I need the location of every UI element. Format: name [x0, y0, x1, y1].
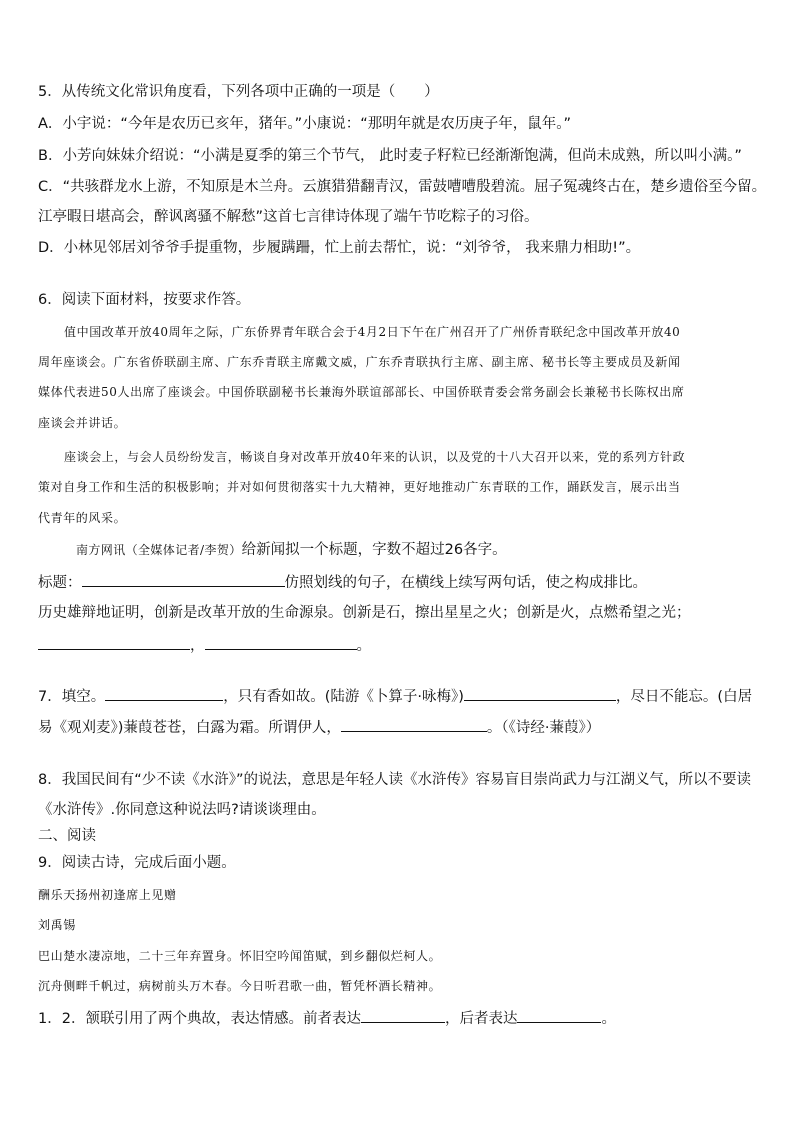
q7-line2 [38, 717, 600, 738]
q9-sub-text: 1．2．颔联引用了两个典故，表达情感。前者表达 [38, 1011, 361, 1027]
q6-separator: ， [190, 638, 205, 654]
q6-imitate-instruction: 仿照划线的句子，在横线上续写两句话，使之构成排比。 [284, 575, 647, 591]
q6-task: 给新闻拟一个标题，字数不超过26各字。 [241, 542, 507, 558]
q9-blank-2[interactable] [517, 1008, 601, 1023]
q5-option-c-line1: C．“共骇群龙水上游，不知原是木兰舟。云旗猎猎翻青汉，雷鼓嘈嘈殷碧流。屈子冤魂终古在，楚乡遗俗至今留。 [38, 179, 767, 195]
q9-sub-text-2: ，后者表达 [444, 1011, 518, 1027]
q6-end-mark: 。 [356, 638, 371, 654]
section-heading: 二、阅读 [38, 828, 96, 844]
q7-blank-2[interactable] [464, 686, 616, 701]
q5-option-a: A．小宇说：“今年是农历已亥年，猪年。”小康说：“那明年就是农历庚子年，鼠年。” [38, 116, 571, 132]
q5-option-c-line2: 江亭暇日堪高会，醉讽离骚不解愁”这首七言律诗体现了端午节吃粽子的习俗。 [38, 209, 539, 225]
q6-material-line: 媒体代表进50人出席了座谈会。中国侨联副秘书长兼海外联谊部部长、中国侨联青委会常务副会长兼秘书长陈权出席 [38, 385, 685, 399]
q6-material-line: 座谈会上，与会人员纷纷发言，畅谈自身对改革开放40年来的认识，以及党的十八大召开以来，党的系列方针政 [64, 450, 686, 464]
q7-text-1: ，只有香如故。(陆游《卜算子·咏梅》) [223, 689, 464, 705]
q9-subquestion [38, 1008, 616, 1029]
q6-title-label: 标题： [38, 575, 82, 591]
q6-material-line: 值中国改革开放40周年之际，广东侨界青年联合会于4月2日下午在广州召开了广州侨青联纪念中国改革开放40 [64, 325, 681, 339]
q7-line1 [38, 686, 752, 707]
q6-parallel-answer-line [38, 635, 371, 656]
q5-option-d: D．小林见邻居刘爷爷手提重物，步履蹒跚，忙上前去帮忙，说：“刘爷爷， 我来鼎力相助!”。 [38, 240, 641, 256]
q6-material-line: 策对自身工作和生活的积极影响；并对如何贯彻落实十九大精神，更好地推动广东青联的工作，踊跃发言，展示出当 [38, 480, 681, 494]
q9-stem: 9．阅读古诗，完成后面小题。 [38, 855, 236, 871]
poem-author: 刘禹锡 [38, 918, 76, 932]
title-answer-blank[interactable] [82, 572, 285, 587]
parallel-answer-blank-2[interactable] [205, 635, 357, 650]
q8-line1: 8．我国民间有“少不读《水浒》”的说法，意思是年轻人读《水浒传》容易盲目崇尚武力与江湖义气，所以不要读 [38, 772, 751, 788]
poem-line: 巴山楚水凄凉地，二十三年弃置身。怀旧空吟闻笛赋，到乡翻似烂柯人。 [38, 949, 442, 963]
q7-text-4: 。（《诗经·蒹葭》） [486, 720, 601, 736]
q7-stem: 7．填空。 [38, 689, 106, 705]
q6-task-line [76, 540, 507, 560]
q6-title-line [38, 572, 647, 593]
q6-source: 南方网讯（全媒体记者/李贺） [76, 543, 242, 557]
q8-line2: 《水浒传》.你同意这种说法吗?请谈谈理由。 [38, 802, 326, 818]
q7-text-2: ，尽日不能忘。(白居 [615, 689, 753, 705]
q6-history-sentence: 历史雄辩地证明，创新是改革开放的生命源泉。创新是石，擦出星星之火；创新是火，点燃希望之光； [38, 605, 691, 621]
q7-text-3: 易《观刈麦》)蒹葭苍苍，白露为霜。所谓伊人， [38, 720, 341, 736]
q5-option-b: B．小芳向妹妹介绍说：“小满是夏季的第三个节气， 此时麦子籽粒已经渐渐饱满，但尚未成熟，所以叫小满。” [38, 148, 742, 164]
q6-stem: 6．阅读下面材料，按要求作答。 [38, 292, 251, 308]
q6-material-line: 周年座谈会。广东省侨联副主席、广东乔青联主席戴文威，广东乔青联执行主席、副主席、秘书长等主要成员及新闻 [38, 355, 681, 369]
q7-blank-1[interactable] [105, 686, 223, 701]
q5-stem: 5．从传统文化常识角度看，下列各项中正确的一项是（ ） [38, 84, 439, 100]
q6-material-line: 座谈会并讲话。 [38, 416, 127, 430]
poem-title: 酬乐天扬州初逢席上见赠 [38, 888, 177, 902]
q9-blank-1[interactable] [361, 1008, 445, 1023]
q9-sub-end: 。 [601, 1011, 616, 1027]
q6-material-line: 代青年的风采。 [38, 511, 127, 525]
poem-line: 沉舟侧畔千帆过，病树前头万木春。今日听君歌一曲，暂凭杯酒长精神。 [38, 979, 442, 993]
q7-blank-3[interactable] [341, 717, 487, 732]
parallel-answer-blank-1[interactable] [38, 635, 190, 650]
